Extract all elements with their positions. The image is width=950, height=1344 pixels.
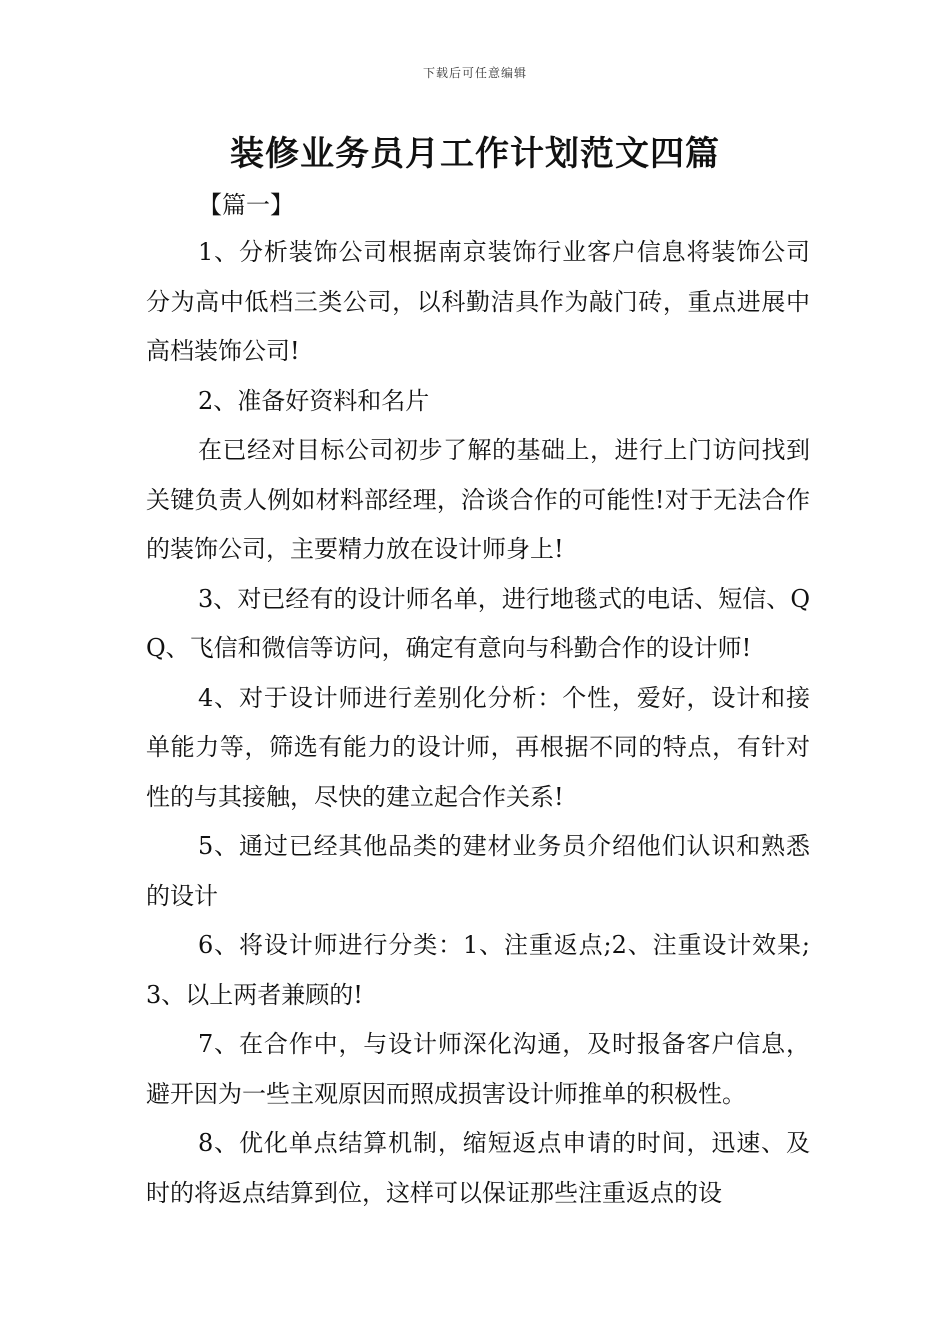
- paragraph-6: 5、通过已经其他品类的建材业务员介绍他们认识和熟悉的设计: [146, 832, 810, 910]
- paragraph-2: 2、准备好资料和名片: [198, 386, 430, 415]
- paragraph-5: 4、对于设计师进行差别化分析：个性，爱好，设计和接单能力等，筛选有能力的设计师，再根据不同的特点，有针对性的与其接触，尽快的建立起合作关系!: [146, 683, 810, 811]
- paragraph-1: 1、分析装饰公司根据南京装饰行业客户信息将装饰公司分为高中低档三类公司，以科勤洁具作为敲门砖，重点进展中高档装饰公司!: [146, 238, 810, 365]
- paragraph-7: 6、将设计师进行分类：1、注重返点;2、注重设计效果;3、以上两者兼顾的!: [146, 931, 810, 1009]
- paragraph-3: 在已经对目标公司初步了解的基础上，进行上门访问找到关键负责人例如材料部经理，洽谈合作的可能性!对于无法合作的装饰公司，主要精力放在设计师身上!: [146, 436, 810, 563]
- paragraph-8: 7、在合作中，与设计师深化沟通，及时报备客户信息，避开因为一些主观原因而照成损害设计师推单的积极性。: [146, 1030, 810, 1108]
- paragraph-9: 8、优化单点结算机制，缩短返点申请的时间，迅速、及时的将返点结算到位，这样可以保证那些注重返点的设: [146, 1129, 810, 1207]
- header-note: 下载后可任意编辑: [422, 66, 527, 80]
- document-title: 装修业务员月工作计划范文四篇: [230, 134, 720, 174]
- document-body: [146, 228, 810, 1218]
- section-label: 【篇一】: [198, 191, 294, 219]
- paragraph-4: 3、对已经有的设计师名单，进行地毯式的电话、短信、QQ、飞信和微信等访问，确定有意向与科勤合作的设计师!: [146, 584, 810, 662]
